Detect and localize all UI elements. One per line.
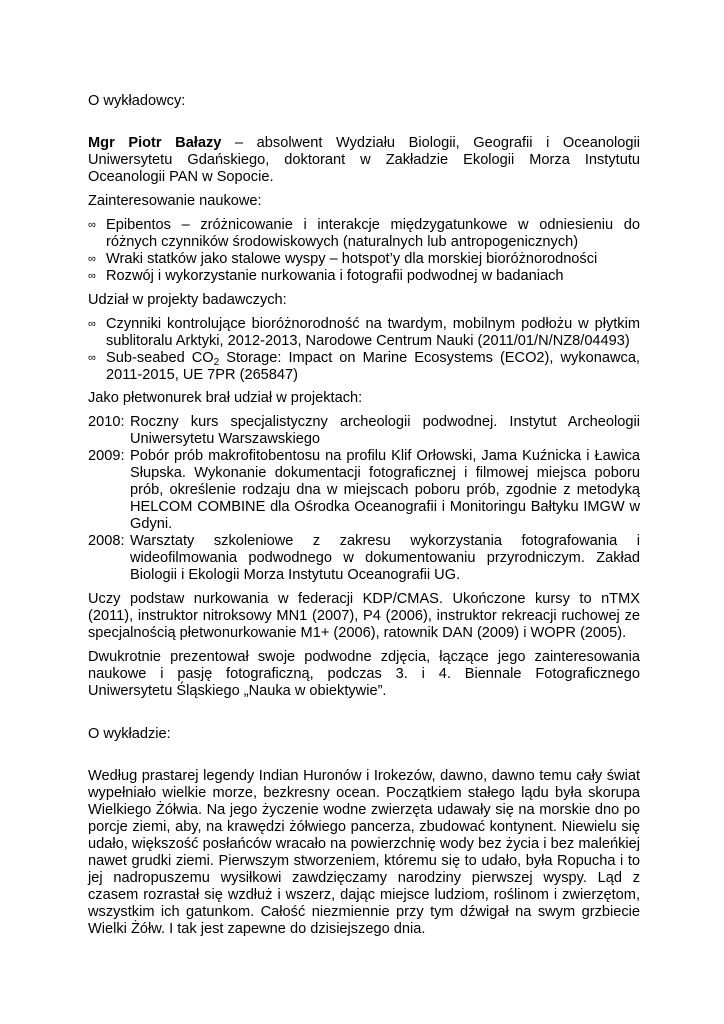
- diver-heading: Jako płetwonurek brał udział w projektach:: [88, 390, 363, 406]
- lecture-paragraph-line: Wielkiego Żółwia. Na jego życzenie wodne zwierzęta udawały się na morskie dno po: [88, 802, 640, 818]
- photo-paragraph-line: naukowe i pasję fotograficzną, podczas 3. i 4. Biennale Fotograficznego: [88, 666, 640, 682]
- bio-line-2: Uniwersytetu Gdańskiego, doktorant w Zakładzie Ekologii Morza Instytutu: [88, 152, 640, 168]
- diving-paragraph-line: (2011), instruktor nitroksowy MN1 (2007), P4 (2006), instruktor rekreacji ruchowej ze: [88, 608, 640, 624]
- year-label: 2008:: [88, 533, 125, 549]
- lecture-paragraph-line: porcje ziemi, aby, na krawędzi żółwiego pancerza, zbudować kontynent. Niewielu się: [88, 819, 640, 835]
- lecture-paragraph-line: wszystkim ich gatunkom. Całość niezmiennie przy tym dźwigał na swym grzbiecie: [88, 904, 640, 920]
- lecture-paragraph-line: Według prastarej legendy Indian Huronów i Irokezów, dawno, dawno temu cały świat: [88, 768, 640, 784]
- infinity-bullet-icon: ∞: [88, 219, 96, 231]
- infinity-bullet-icon: ∞: [88, 352, 96, 364]
- infinity-bullet-icon: ∞: [88, 318, 96, 330]
- diving-paragraph-line: Uczy podstaw nurkowania w federacji KDP/CMAS. Ukończone kursy to nTMX: [88, 591, 640, 607]
- lecture-paragraph-line: jej nadropuszemu wysiłkowi zawdzięczamy narodziny pierwszej wyspy. Ląd z: [88, 870, 640, 886]
- lecture-paragraph-line: czasem rozrastał się wzdłuż i wszerz, dając miejsce ludziom, roślinom i zwierzętom,: [88, 887, 640, 903]
- year-label: 2010:: [88, 414, 125, 430]
- lecture-heading: O wykładzie:: [88, 726, 171, 742]
- bio-line-1-rest: – absolwent Wydziału Biologii, Geografii i Oceanologii: [234, 135, 641, 151]
- year-label: 2009:: [88, 448, 125, 464]
- lecture-paragraph-line: udało, większość posłańców wracało na powierzchnię wody bez życia i bez maleńkiej: [88, 836, 640, 852]
- infinity-bullet-icon: ∞: [88, 253, 96, 265]
- bio-line-3: Oceanologii PAN w Sopocie.: [88, 169, 274, 185]
- lecturer-name: Mgr Piotr Bałazy: [88, 135, 222, 151]
- lecturer-heading: O wykładowcy:: [88, 93, 186, 109]
- lecture-paragraph-line: nawet grudki ziemi. Pierwszym stworzeniem, któremu się to udało, była Ropucha i to: [88, 853, 640, 869]
- lecture-paragraph-line: wypełniało wielkie morze, bezkresny ocean. Początkiem stałego lądu była skorupa: [88, 785, 640, 801]
- diving-paragraph-line: specjalnością płetwonurkowanie M1+ (2006), ratownik DAN (2009) i WOPR (2005).: [88, 625, 627, 641]
- photo-paragraph-line: Dwukrotnie prezentował swoje podwodne zdjęcia, łączące jego zainteresowania: [88, 649, 640, 665]
- interests-heading: Zainteresowanie naukowe:: [88, 193, 262, 209]
- lecture-paragraph-line: Wielki Żółw. I tak jest zapewne do dzisiejszego dnia.: [88, 921, 426, 937]
- infinity-bullet-icon: ∞: [88, 270, 96, 282]
- bio-line-1: [88, 135, 640, 152]
- photo-paragraph-line: Uniwersytetu Śląskiego „Nauka w obiektywie”.: [88, 683, 387, 699]
- projects-heading: Udział w projekty badawczych:: [88, 292, 287, 308]
